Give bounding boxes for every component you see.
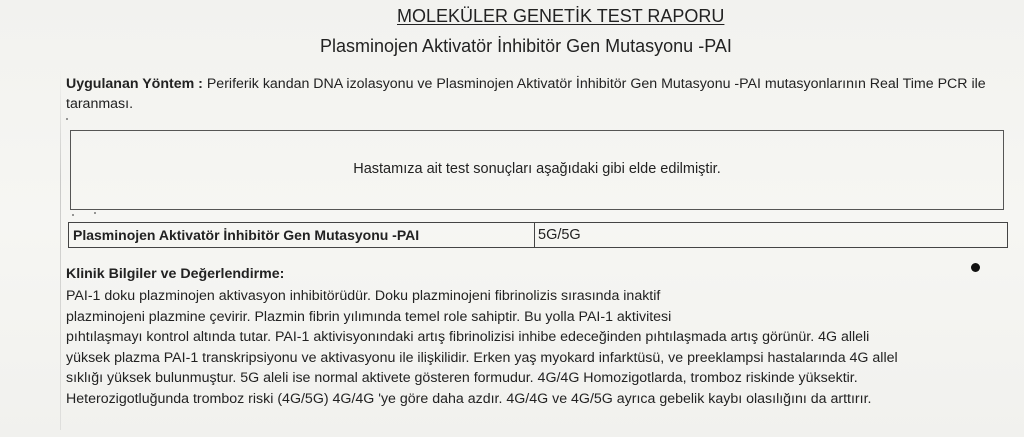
report-subtitle: Plasminojen Aktivatör İnhibitör Gen Mutasyonu -PAI <box>320 36 732 56</box>
report-title: MOLEKÜLER GENETİK TEST RAPORU <box>397 6 725 26</box>
clinic-line: sıklığı yüksek bulunmuştur. 5G aleli ise normal aktivete gösteren formudur. 4G/4G Homozigotlarda, tromboz riskinde yüksektir. <box>66 370 858 386</box>
result-row-value: 5G/5G <box>538 227 581 243</box>
ink-spot <box>971 263 980 272</box>
scan-speck <box>72 214 74 216</box>
scan-speck <box>66 118 68 120</box>
clinic-line: pıhtılaşmayı kontrol altında tutar. PAI-1 aktivisyonındaki artış fibrinolizisi inhibe edeceğinden pıhtılaşmada artış görünür. 4G alleli <box>66 329 870 345</box>
result-table-row <box>68 222 1008 248</box>
result-statement-box <box>70 130 1004 210</box>
clinic-line: Heterozigotluğunda tromboz riski (4G/5G) 4G/4G 'ye göre daha azdır. 4G/4G ve 4G/5G ayrıca gebelik kaybı olasılığını da arttırır. <box>66 390 872 407</box>
clinic-line: PAI-1 doku plazminojen aktivasyon inhibitörüdür. Doku plazminojeni fibrinolizis sırasında inaktif <box>66 288 661 304</box>
clinic-line: plazminojeni plazmine çevirir. Plazmin fibrin yılımında temel role sahiptir. Bu yolla PAI-1 aktivitesi <box>66 308 672 325</box>
scan-edge-shadow <box>60 70 61 430</box>
clinic-heading: Klinik Bilgiler ve Değerlendirme: <box>66 266 285 282</box>
method-text: Periferik kandan DNA izolasyonu ve Plasminojen Aktivatör İnhibitör Gen Mutasyonu -PAI mutasyonlarının Real Time PCR ile taranması. <box>66 76 986 112</box>
clinic-body <box>66 286 1011 409</box>
method-label: Uygulanan Yöntem : <box>66 76 203 92</box>
scan-speck <box>94 212 96 214</box>
method-section <box>66 74 1006 114</box>
result-statement: Hastamıza ait test sonuçları aşağıdaki gibi elde edilmiştir. <box>353 161 721 177</box>
clinic-line: yüksek plazma PAI-1 transkripsiyonu ve aktivasyonu ile ilişkilidir. Erken yaş myokard infarktüsü, ve preeklampsi hastalarında 4G allel <box>66 349 898 366</box>
result-row-label: Plasminojen Aktivatör İnhibitör Gen Mutasyonu -PAI <box>69 223 535 247</box>
